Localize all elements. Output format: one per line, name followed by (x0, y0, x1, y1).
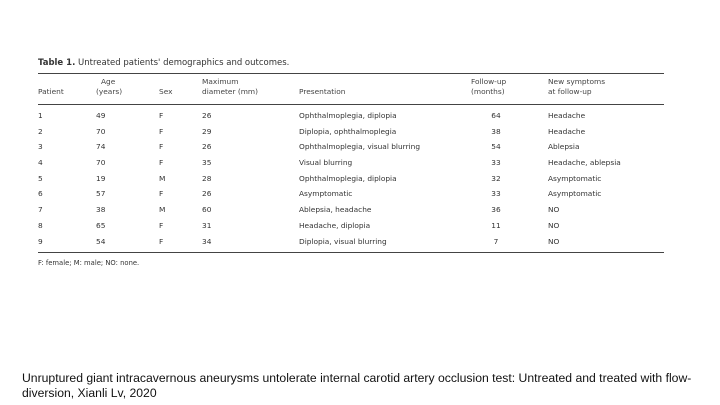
cell-new-symptoms: Headache (548, 126, 586, 136)
header-new-symptoms (548, 77, 605, 97)
cell-age: 70 (96, 126, 106, 136)
table-row (38, 172, 664, 188)
cell-sex: F (159, 189, 164, 199)
cell-diameter: 28 (202, 173, 212, 183)
cell-sex: M (159, 205, 166, 215)
cell-presentation: Ophthalmoplegia, diplopia (299, 111, 397, 120)
cell-presentation: Diplopia, ophthalmoplegia (299, 126, 397, 136)
cell-patient: 3 (38, 142, 43, 152)
cell-diameter: 35 (202, 158, 212, 168)
cell-age: 54 (96, 236, 106, 246)
header-age-line2: (years) (96, 87, 123, 96)
table-row (38, 109, 664, 125)
cell-followup: 32 (491, 173, 501, 183)
bottom-rule (38, 252, 664, 253)
header-diameter-line2: diameter (mm) (202, 87, 259, 96)
cell-followup: 11 (491, 220, 501, 230)
cell-age: 65 (96, 220, 106, 230)
cell-age: 70 (96, 158, 106, 168)
header-followup (471, 77, 506, 97)
table-body (38, 105, 664, 252)
cell-diameter: 26 (202, 189, 212, 199)
table-title-text: Untreated patients' demographics and outcomes. (78, 58, 290, 68)
citation-caption: Unruptured giant intracavernous aneurysms untolerate internal carotid artery occlusion test: Untreated and treated with flow-diversion, Xianli Lv, 2020 (22, 371, 692, 400)
cell-diameter: 60 (202, 205, 212, 215)
cell-new-symptoms: Asymptomatic (548, 189, 602, 199)
cell-new-symptoms: NO (548, 220, 560, 230)
header-followup-line1: Follow-up (471, 77, 507, 86)
data-table (38, 58, 664, 267)
header-followup-line2: (months) (471, 87, 505, 96)
table-row (38, 187, 664, 203)
cell-sex: F (159, 142, 164, 152)
cell-new-symptoms: Headache (548, 111, 586, 120)
cell-diameter: 26 (202, 111, 212, 120)
cell-sex: F (159, 158, 164, 168)
table-row (38, 235, 664, 251)
cell-followup: 36 (491, 205, 501, 215)
cell-presentation: Asymptomatic (299, 189, 353, 199)
header-diameter-line1: Maximum (202, 77, 239, 86)
header-age (96, 77, 122, 97)
cell-sex: F (159, 220, 164, 230)
cell-followup: 33 (491, 189, 501, 199)
cell-sex: F (159, 126, 164, 136)
cell-age: 19 (96, 173, 106, 183)
cell-patient: 5 (38, 173, 43, 183)
cell-presentation: Ophthalmoplegia, diplopia (299, 173, 397, 183)
table-row (38, 219, 664, 235)
header-new-symptoms-line2: at follow-up (548, 87, 592, 96)
cell-followup: 38 (491, 126, 501, 136)
cell-new-symptoms: Ablepsia (548, 142, 580, 152)
table-row (38, 140, 664, 156)
cell-new-symptoms: NO (548, 236, 560, 246)
cell-sex: F (159, 111, 164, 120)
table-header (38, 74, 664, 104)
cell-presentation: Headache, diplopia (299, 220, 371, 230)
cell-followup: 64 (491, 111, 501, 120)
cell-patient: 9 (38, 236, 43, 246)
table-row (38, 203, 664, 219)
cell-new-symptoms: Headache, ablepsia (548, 158, 621, 168)
cell-followup: 33 (491, 158, 501, 168)
cell-presentation: Ophthalmoplegia, visual blurring (299, 142, 421, 152)
cell-patient: 4 (38, 158, 43, 168)
cell-age: 49 (96, 111, 106, 120)
cell-presentation: Visual blurring (299, 158, 353, 168)
cell-new-symptoms: Asymptomatic (548, 173, 602, 183)
table-number: Table 1. (38, 58, 76, 68)
cell-patient: 1 (38, 111, 43, 120)
table-footnote: F: female; M: male; NO: none. (38, 259, 140, 268)
cell-new-symptoms: NO (548, 205, 560, 215)
cell-age: 57 (96, 189, 106, 199)
cell-followup: 54 (491, 142, 501, 152)
table-title (38, 58, 664, 68)
cell-diameter: 34 (202, 236, 212, 246)
cell-diameter: 31 (202, 220, 212, 230)
cell-age: 74 (96, 142, 106, 152)
cell-sex: F (159, 236, 164, 246)
cell-patient: 8 (38, 220, 43, 230)
header-patient: Patient (38, 87, 64, 96)
cell-age: 38 (96, 205, 106, 215)
cell-presentation: Diplopia, visual blurring (299, 236, 387, 246)
table-row (38, 125, 664, 141)
cell-patient: 2 (38, 126, 43, 136)
cell-patient: 6 (38, 189, 43, 199)
cell-diameter: 29 (202, 126, 212, 136)
cell-sex: M (159, 173, 166, 183)
cell-presentation: Ablepsia, headache (299, 205, 372, 215)
header-new-symptoms-line1: New symptoms (548, 77, 606, 86)
header-presentation: Presentation (299, 87, 346, 96)
header-diameter (202, 77, 258, 97)
cell-patient: 7 (38, 205, 43, 215)
cell-diameter: 26 (202, 142, 212, 152)
cell-followup: 7 (493, 236, 499, 246)
header-age-line1: Age (101, 77, 116, 86)
header-sex: Sex (159, 87, 173, 96)
table-row (38, 156, 664, 172)
